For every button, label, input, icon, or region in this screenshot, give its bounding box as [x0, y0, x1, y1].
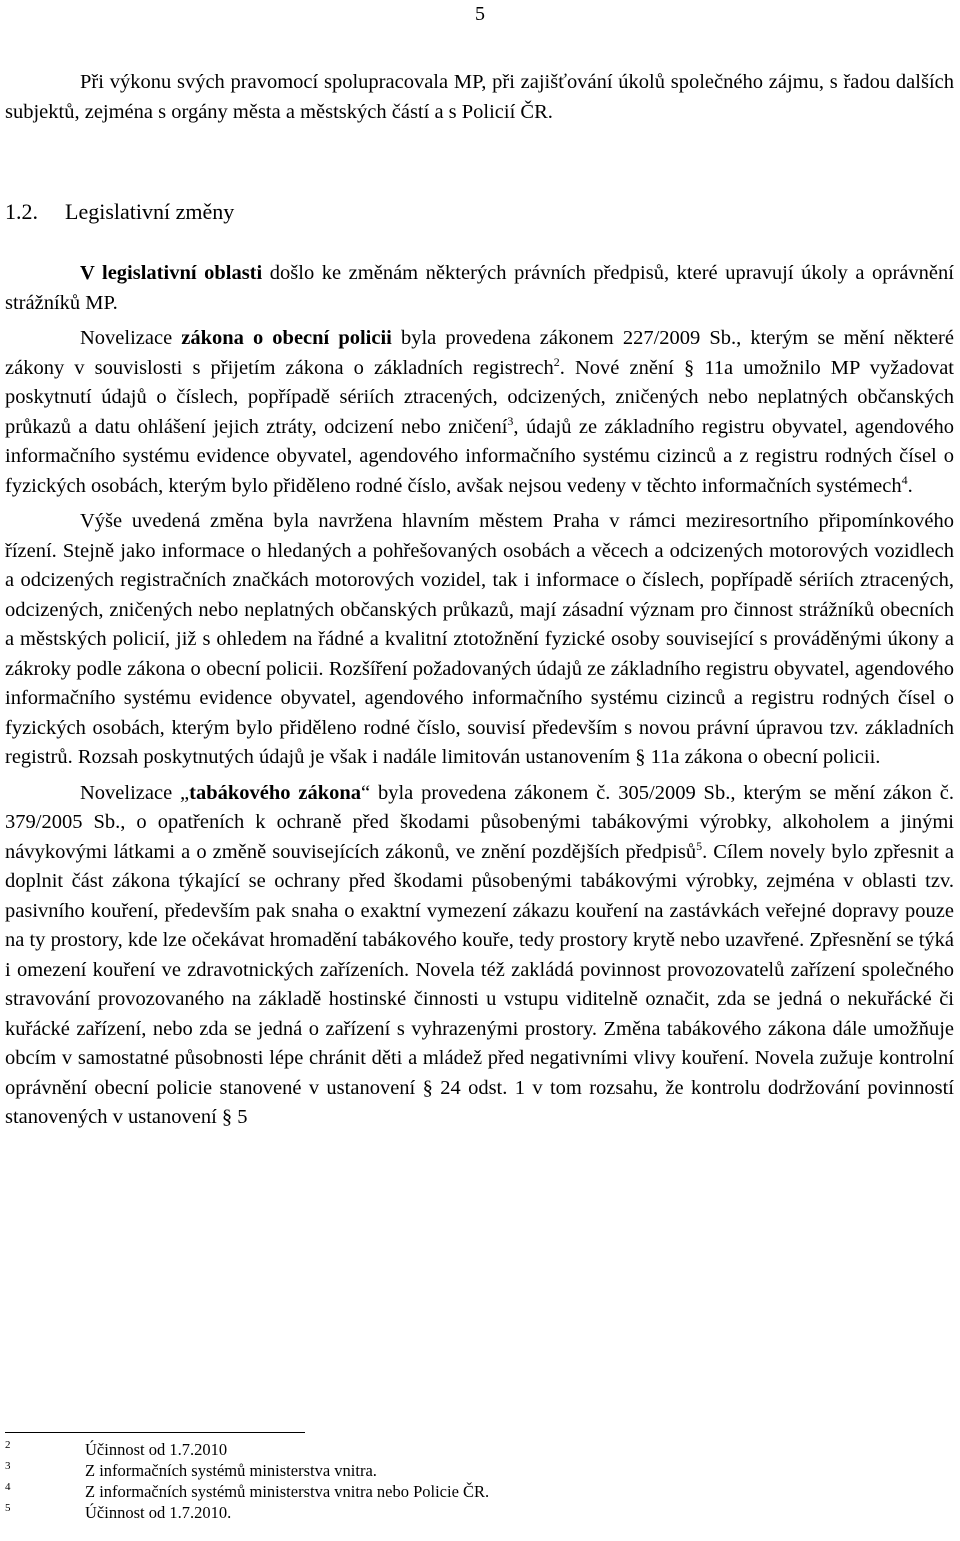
section-heading [5, 197, 954, 227]
footnote-ref: 3 [507, 413, 514, 428]
paragraph-proposal: Výše uvedená změna byla navržena hlavním městem Praha v rámci meziresortního připomínkového řízení. Stejně jako informace o hledaných a pohřešovaných osobách a věcech a odcizených motorových vozidlech a odcizených registračních značkách motorových vozidel, tak i informace o číslech, popřípadě sériích ztracených, odcizených, zničených nebo neplatných občanských průkazů, mají zásadní význam pro činnost strážníků obecních a městských policií, již s ohledem na řádné a kvalitní ztotožnění fyzické osoby související s prováděnými úkony a zákroky podle zákona o obecní policii. Rozšíření požadovaných údajů ze základního registru obyvatel, agendového informačního systému evidence obyvatel, agendového informačního systému cizinců a registru rodných čísel o fyzických osobách, kterým bylo přiděleno rodné číslo, souvisí především s novou právní úpravou tzv. základních registrů. Rozsah poskytnutých údajů je však i nadále limitován ustanovením § 11a zákona o obecní policii. [5, 510, 954, 768]
bold-phrase: V legislativní oblasti [80, 262, 263, 284]
footnote-number: 5 [5, 1502, 11, 1514]
section-title: Legislativní změny [65, 199, 235, 224]
text-run: . Cílem novely bylo zpřesnit a doplnit část zákona týkající se ochrany před škodami působenými tabákovými výrobky, zejména v oblasti tzv. pasivního kouření, především pak snaha o exaktní vymezení zákazu kouření na zastávkách veřejné dopravy pouze na ty prostory, kde lze očekávat hromadění tabákového kouře, tedy prostory krytě nebo uzavřené. Zpřesnění se týká i omezení kouření ve zdravotnických zařízeních. Novela též zakládá povinnost provozovatelů zařízení společného stravování provozovaného na základě hostinské činnosti u vstupu viditelně označit, zda se jedná o nekuřácké či kuřácké zařízení, nebo zda se jedná o zařízení s vyhrazenými prostory. Změna tabákového zákona dále umožňuje obcím v samostatné působnosti lépe chránit děti a mládež před negativními vlivy kouření. Novela zužuje kontrolní oprávnění obecní policie stanovené v ustanovení § 24 odst. 1 v tom rozsahu, že kontrolu dodržování povinností stanovených v ustanovení § 5 [5, 840, 954, 1128]
footnote-number: 4 [5, 1481, 11, 1493]
text-run: . Nové znění § 11a umožnilo MP vyžadovat poskytnutí údajů o číslech, popřípadě sériích ztracených, odcizených, zničených nebo neplatných občanských průkazů a datu ohlášení jejich ztráty, odcizení nebo zničení [5, 356, 954, 438]
footnote-text: Účinnost od 1.7.2010. [85, 1503, 232, 1522]
footnote-ref: 4 [901, 472, 908, 487]
footnote-text: Z informačních systémů ministerstva vnitra nebo Policie ČR. [85, 1482, 490, 1501]
footnotes [5, 1432, 954, 1523]
footnote-number: 3 [5, 1460, 11, 1472]
paragraph-police-act [5, 324, 954, 501]
text-run: Novelizace „ [80, 781, 190, 804]
document-body [5, 68, 954, 1133]
footnote-text: Účinnost od 1.7.2010 [85, 1440, 228, 1459]
section-number: 1.2. [5, 199, 38, 224]
footnote-divider [5, 1432, 305, 1433]
footnote-text: Z informačních systémů ministerstva vnitra. [85, 1461, 377, 1480]
footnote-item [5, 1502, 954, 1523]
page-number: 5 [475, 3, 485, 25]
intro-paragraph: Při výkonu svých pravomocí spolupracovala MP, při zajišťování úkolů společného zájmu, s řadou dalších subjektů, zejména s orgány města a městských částí a s Policií ČR. [5, 71, 954, 123]
text-run: Novelizace [80, 327, 182, 349]
footnote-item [5, 1460, 954, 1481]
text-run: došlo ke změnám některých právních předpisů, které upravují úkoly a oprávnění strážníků MP. [5, 262, 954, 314]
footnote-item [5, 1439, 954, 1460]
footnote-item [5, 1481, 954, 1502]
footnote-ref: 5 [696, 838, 703, 853]
text-run: “ byla provedena zákonem č. 305/2009 Sb., kterým se mění zákon č. 379/2005 Sb., o opatřeních k ochraně před škodami působenými tabákovými výrobky, alkoholem a jinými návykovými látkami a o změně souvisejících zákonů, ve znění pozdějších předpisů [5, 781, 954, 863]
text-run: . [907, 474, 913, 497]
paragraph-legislative [5, 259, 954, 318]
bold-phrase: tabákového zákona [189, 781, 362, 804]
footnote-ref: 2 [553, 354, 560, 369]
text-run: byla provedena zákonem 227/2009 Sb., kterým se mění některé zákony v souvislosti s přijetím zákona o základních registrech [5, 327, 954, 379]
paragraph-tobacco-act [5, 779, 954, 1133]
footnote-number: 2 [5, 1439, 11, 1451]
bold-phrase: zákona o obecní policii [181, 327, 392, 349]
text-run: , údajů ze základního registru obyvatel, agendového informačního systému evidence obyvatel, agendového informačního systému cizinců a z registru rodných čísel o fyzických osobách, kterým bylo přiděleno rodné číslo, avšak nejsou vedeny v těchto informačních systémech [5, 415, 955, 497]
